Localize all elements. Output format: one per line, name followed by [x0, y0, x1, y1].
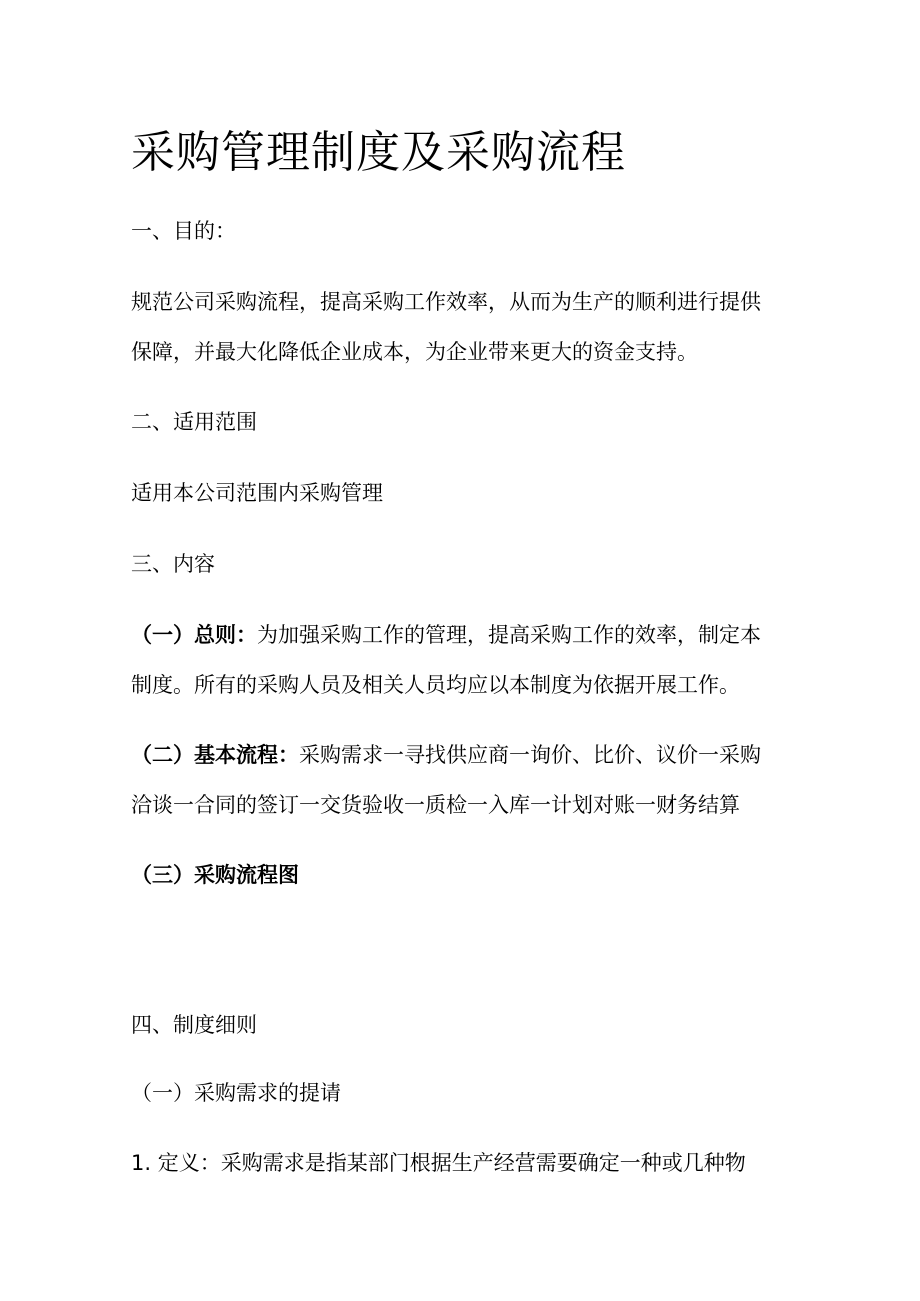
rules-item-1: 1. 定义：采购需求是指某部门根据生产经营需要确定一种或几种物 [131, 1151, 746, 1175]
section-purpose-heading: 一、目的： [131, 219, 236, 243]
general-principles-line2: 制度。所有的采购人员及相关人员均应以本制度为依据开展工作。 [131, 673, 740, 697]
basic-flow-label: （二）基本流程： [131, 743, 299, 767]
document-title: 采购管理制度及采购流程 [131, 127, 626, 178]
section-purpose-body-line2: 保障，并最大化降低企业成本，为企业带来更大的资金支持。 [131, 340, 698, 364]
flowchart-heading: （三）采购流程图 [131, 863, 299, 887]
basic-flow-line2: 洽谈一合同的签订一交货验收一质检一入库一计划对账一财务结算 [131, 793, 740, 817]
general-principles-label: （一）总则： [131, 623, 257, 647]
general-principles-line1 [131, 620, 761, 650]
basic-flow-line1 [131, 740, 761, 770]
rules-subsection-1: （一）采购需求的提请 [131, 1081, 341, 1105]
section-rules-heading: 四、制度细则 [131, 1013, 257, 1037]
basic-flow-text: 采购需求一寻找供应商一询价、比价、议价一采购 [299, 743, 761, 767]
section-content-heading: 三、内容 [131, 552, 215, 576]
general-principles-text: 为加强采购工作的管理，提高采购工作的效率，制定本 [257, 623, 761, 647]
section-scope-heading: 二、适用范围 [131, 410, 257, 434]
section-purpose-body-line1: 规范公司采购流程，提高采购工作效率，从而为生产的顺利进行提供 [131, 290, 761, 314]
section-scope-body: 适用本公司范围内采购管理 [131, 481, 383, 505]
